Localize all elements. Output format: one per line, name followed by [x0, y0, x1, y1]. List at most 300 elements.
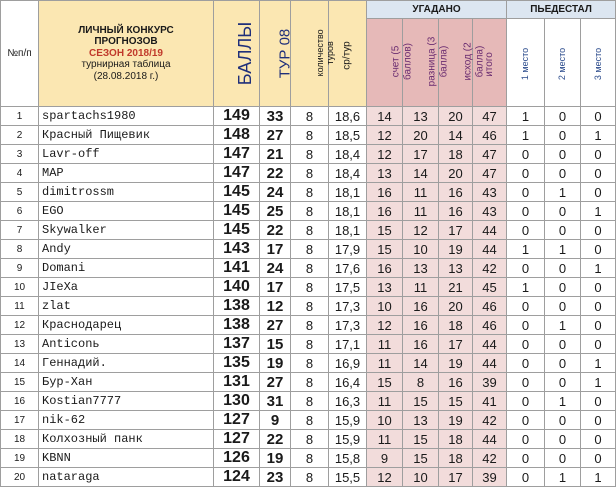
points-value: 145 [214, 202, 260, 221]
outcome-value: 20 [439, 297, 473, 316]
player-name: Краснодарец [39, 316, 214, 335]
place2-value: 0 [545, 164, 581, 183]
total-guessed-value: 39 [473, 373, 507, 392]
place1-value: 0 [507, 430, 545, 449]
points-value: 135 [214, 354, 260, 373]
exact-score-value: 12 [367, 316, 403, 335]
place3-value: 0 [581, 335, 616, 354]
total-guessed-value: 44 [473, 354, 507, 373]
outcome-value: 18 [439, 449, 473, 468]
table-row [1, 183, 616, 202]
place3-value: 1 [581, 259, 616, 278]
table-row [1, 373, 616, 392]
goal-diff-value: 14 [403, 354, 439, 373]
table-row [1, 430, 616, 449]
place1-value: 0 [507, 335, 545, 354]
goal-diff-value: 10 [403, 240, 439, 259]
place3-value: 1 [581, 354, 616, 373]
total-guessed-value: 44 [473, 335, 507, 354]
player-name: dimitrossm [39, 183, 214, 202]
player-name: Kostian7777 [39, 392, 214, 411]
place3-value: 0 [581, 107, 616, 126]
total-guessed-value: 46 [473, 126, 507, 145]
table-row [1, 335, 616, 354]
place2-value: 0 [545, 221, 581, 240]
total-guessed-value: 41 [473, 392, 507, 411]
exact-score-value: 13 [367, 278, 403, 297]
avg-value: 17,3 [329, 316, 367, 335]
points-value: 149 [214, 107, 260, 126]
place1-value: 0 [507, 183, 545, 202]
tours-count-value: 8 [291, 297, 329, 316]
row-number: 8 [1, 240, 39, 259]
player-name: Геннадий. [39, 354, 214, 373]
table-row [1, 354, 616, 373]
place3-value: 0 [581, 278, 616, 297]
goal-diff-value: 15 [403, 449, 439, 468]
tour-points-value: 22 [260, 164, 291, 183]
place2-value: 0 [545, 145, 581, 164]
points-value: 127 [214, 430, 260, 449]
tour-points-value: 17 [260, 278, 291, 297]
place1-value: 0 [507, 297, 545, 316]
goal-diff-value: 12 [403, 221, 439, 240]
tours-count-value: 8 [291, 278, 329, 297]
place3-value: 0 [581, 221, 616, 240]
place3-value: 1 [581, 126, 616, 145]
outcome-value: 14 [439, 126, 473, 145]
goal-diff-value: 14 [403, 164, 439, 183]
tours-count-header: количество туров [291, 1, 329, 107]
title-line1: ЛИЧНЫЙ КОНКУРС [78, 24, 174, 36]
avg-value: 16,9 [329, 354, 367, 373]
place1-value: 1 [507, 240, 545, 259]
place2-value: 0 [545, 126, 581, 145]
exact-score-value: 11 [367, 392, 403, 411]
exact-score-value: 11 [367, 354, 403, 373]
points-value: 126 [214, 449, 260, 468]
points-value: 148 [214, 126, 260, 145]
table-row [1, 145, 616, 164]
diff-col-header: разница (3 балла) [403, 19, 439, 107]
avg-value: 16,4 [329, 373, 367, 392]
points-value: 145 [214, 221, 260, 240]
place1-value: 0 [507, 221, 545, 240]
avg-value: 18,6 [329, 107, 367, 126]
row-number: 13 [1, 335, 39, 354]
place3-value: 0 [581, 430, 616, 449]
points-value: 137 [214, 335, 260, 354]
outcome-value: 19 [439, 240, 473, 259]
tour-points-value: 19 [260, 449, 291, 468]
tour-points-value: 27 [260, 373, 291, 392]
row-number: 16 [1, 392, 39, 411]
total-guessed-value: 47 [473, 107, 507, 126]
place1-value: 1 [507, 278, 545, 297]
points-value: 138 [214, 297, 260, 316]
place3-value: 0 [581, 392, 616, 411]
table-row [1, 202, 616, 221]
goal-diff-value: 10 [403, 468, 439, 487]
tours-count-value: 8 [291, 373, 329, 392]
place1-value: 0 [507, 145, 545, 164]
avg-value: 18,1 [329, 183, 367, 202]
tours-count-value: 8 [291, 240, 329, 259]
avg-value: 17,9 [329, 240, 367, 259]
avg-value: 17,5 [329, 278, 367, 297]
row-number: 2 [1, 126, 39, 145]
avg-value: 18,1 [329, 202, 367, 221]
outcome-value: 19 [439, 411, 473, 430]
outcome-value: 20 [439, 164, 473, 183]
goal-diff-value: 11 [403, 183, 439, 202]
place1-value: 0 [507, 411, 545, 430]
points-value: 143 [214, 240, 260, 259]
place2-value: 0 [545, 449, 581, 468]
title-line2: ПРОГНОЗОВ [94, 36, 158, 48]
place2-value: 1 [545, 240, 581, 259]
exact-score-value: 12 [367, 145, 403, 164]
table-row [1, 107, 616, 126]
player-name: JIeXa [39, 278, 214, 297]
place2-value: 0 [545, 373, 581, 392]
place1-header: 1 место [507, 19, 545, 107]
outcome-value: 17 [439, 468, 473, 487]
row-number: 12 [1, 316, 39, 335]
goal-diff-value: 8 [403, 373, 439, 392]
points-value: 138 [214, 316, 260, 335]
place3-value: 0 [581, 240, 616, 259]
exact-score-value: 13 [367, 164, 403, 183]
exact-score-value: 15 [367, 221, 403, 240]
place3-value: 0 [581, 316, 616, 335]
outcome-value: 17 [439, 335, 473, 354]
tours-count-value: 8 [291, 259, 329, 278]
goal-diff-value: 11 [403, 278, 439, 297]
avg-value: 18,4 [329, 164, 367, 183]
total-guessed-value: 46 [473, 297, 507, 316]
avg-value: 17,3 [329, 297, 367, 316]
row-number: 9 [1, 259, 39, 278]
place1-value: 0 [507, 316, 545, 335]
exact-score-value: 10 [367, 297, 403, 316]
table-row [1, 126, 616, 145]
place3-value: 0 [581, 183, 616, 202]
title-cell [39, 1, 214, 107]
row-number: 5 [1, 183, 39, 202]
tours-count-value: 8 [291, 126, 329, 145]
place2-value: 1 [545, 183, 581, 202]
date-label: (28.08.2018 г.) [93, 70, 159, 82]
exact-score-value: 16 [367, 259, 403, 278]
total-guessed-value: 42 [473, 449, 507, 468]
outcome-value: 18 [439, 430, 473, 449]
player-name: Красный Пищевик [39, 126, 214, 145]
row-number: 20 [1, 468, 39, 487]
tour-points-value: 25 [260, 202, 291, 221]
goal-diff-value: 17 [403, 145, 439, 164]
place2-value: 1 [545, 468, 581, 487]
place3-value: 0 [581, 297, 616, 316]
goal-diff-value: 16 [403, 297, 439, 316]
total-guessed-value: 44 [473, 430, 507, 449]
points-value: 145 [214, 183, 260, 202]
place2-value: 0 [545, 297, 581, 316]
goal-diff-value: 16 [403, 335, 439, 354]
table-row [1, 449, 616, 468]
place3-value: 1 [581, 468, 616, 487]
exact-score-value: 12 [367, 126, 403, 145]
player-name: Domani [39, 259, 214, 278]
outcome-value: 17 [439, 221, 473, 240]
place3-header: 3 место [581, 19, 616, 107]
place2-value: 0 [545, 278, 581, 297]
exact-score-value: 10 [367, 411, 403, 430]
row-number: 7 [1, 221, 39, 240]
total-guessed-value: 45 [473, 278, 507, 297]
subtitle-label: турнирная таблица [81, 59, 171, 71]
total-guessed-value: 44 [473, 240, 507, 259]
place2-header: 2 место [545, 19, 581, 107]
table-row [1, 392, 616, 411]
tour-points-value: 15 [260, 335, 291, 354]
goal-diff-value: 20 [403, 126, 439, 145]
place3-value: 0 [581, 145, 616, 164]
place3-value: 0 [581, 164, 616, 183]
goal-diff-value: 11 [403, 202, 439, 221]
place1-value: 1 [507, 107, 545, 126]
outcome-value: 16 [439, 202, 473, 221]
avg-value: 15,9 [329, 411, 367, 430]
player-name: Andy [39, 240, 214, 259]
row-number: 3 [1, 145, 39, 164]
exact-score-value: 15 [367, 373, 403, 392]
avg-value: 18,4 [329, 145, 367, 164]
avg-value: 17,6 [329, 259, 367, 278]
place1-value: 0 [507, 202, 545, 221]
tour-header: ТУР 08 [260, 1, 291, 107]
place2-value: 0 [545, 335, 581, 354]
total-col-header: итого [473, 19, 507, 107]
player-name: MAP [39, 164, 214, 183]
table-row [1, 278, 616, 297]
table-row [1, 221, 616, 240]
outcome-value: 18 [439, 145, 473, 164]
tour-points-value: 22 [260, 221, 291, 240]
player-name: nik-62 [39, 411, 214, 430]
row-number: 18 [1, 430, 39, 449]
table-row [1, 297, 616, 316]
player-name: Anticonь [39, 335, 214, 354]
tour-points-value: 9 [260, 411, 291, 430]
player-name: EGO [39, 202, 214, 221]
row-number: 17 [1, 411, 39, 430]
place1-value: 0 [507, 449, 545, 468]
place1-value: 0 [507, 354, 545, 373]
table-row [1, 240, 616, 259]
tour-points-value: 12 [260, 297, 291, 316]
tour-points-value: 27 [260, 316, 291, 335]
table-body [1, 107, 616, 487]
goal-diff-value: 13 [403, 411, 439, 430]
player-name: Колхозный панк [39, 430, 214, 449]
outcome-value: 19 [439, 354, 473, 373]
tour-points-value: 31 [260, 392, 291, 411]
avg-value: 15,9 [329, 430, 367, 449]
table-row [1, 164, 616, 183]
outcome-value: 18 [439, 316, 473, 335]
tours-count-value: 8 [291, 183, 329, 202]
place3-value: 0 [581, 411, 616, 430]
table-row [1, 316, 616, 335]
tours-count-value: 8 [291, 316, 329, 335]
outcome-value: 16 [439, 183, 473, 202]
outcome-value: 16 [439, 373, 473, 392]
tours-count-value: 8 [291, 335, 329, 354]
row-number: 4 [1, 164, 39, 183]
points-value: 131 [214, 373, 260, 392]
tour-points-value: 24 [260, 259, 291, 278]
season-label: СЕЗОН 2018/19 [89, 47, 163, 59]
tours-count-value: 8 [291, 430, 329, 449]
avg-value: 18,5 [329, 126, 367, 145]
points-value: 124 [214, 468, 260, 487]
place1-value: 0 [507, 164, 545, 183]
place3-value: 1 [581, 373, 616, 392]
tours-count-value: 8 [291, 449, 329, 468]
exact-score-value: 16 [367, 183, 403, 202]
goal-diff-value: 13 [403, 107, 439, 126]
outcome-col-header: исход (2 балла) [439, 19, 473, 107]
total-guessed-value: 44 [473, 221, 507, 240]
goal-diff-value: 13 [403, 259, 439, 278]
place2-value: 0 [545, 259, 581, 278]
player-name: nataraga [39, 468, 214, 487]
table-row [1, 259, 616, 278]
points-value: 127 [214, 411, 260, 430]
tour-points-value: 24 [260, 183, 291, 202]
exact-score-value: 14 [367, 107, 403, 126]
tour-points-value: 19 [260, 354, 291, 373]
total-guessed-value: 39 [473, 468, 507, 487]
row-number: 6 [1, 202, 39, 221]
exact-score-value: 9 [367, 449, 403, 468]
tours-count-value: 8 [291, 202, 329, 221]
tour-points-value: 21 [260, 145, 291, 164]
table-row [1, 468, 616, 487]
tour-points-value: 33 [260, 107, 291, 126]
total-guessed-value: 46 [473, 316, 507, 335]
goal-diff-value: 15 [403, 430, 439, 449]
total-guessed-value: 43 [473, 202, 507, 221]
row-number: 10 [1, 278, 39, 297]
outcome-value: 21 [439, 278, 473, 297]
place2-value: 0 [545, 202, 581, 221]
goal-diff-value: 15 [403, 392, 439, 411]
total-guessed-value: 47 [473, 164, 507, 183]
table-row [1, 411, 616, 430]
row-number: 19 [1, 449, 39, 468]
avg-value: 16,3 [329, 392, 367, 411]
tour-points-value: 23 [260, 468, 291, 487]
row-number: 15 [1, 373, 39, 392]
place2-value: 0 [545, 107, 581, 126]
exact-score-value: 11 [367, 430, 403, 449]
avg-value: 15,8 [329, 449, 367, 468]
place3-value: 1 [581, 202, 616, 221]
tours-count-value: 8 [291, 392, 329, 411]
outcome-value: 20 [439, 107, 473, 126]
points-value: 140 [214, 278, 260, 297]
guessed-group-header: УГАДАНО [367, 1, 507, 19]
exact-score-value: 16 [367, 202, 403, 221]
place1-value: 1 [507, 126, 545, 145]
points-value: 130 [214, 392, 260, 411]
place2-value: 1 [545, 316, 581, 335]
score-col-header: счет (5 баллов) [367, 19, 403, 107]
avg-value: 18,1 [329, 221, 367, 240]
outcome-value: 15 [439, 392, 473, 411]
total-guessed-value: 42 [473, 259, 507, 278]
tours-count-value: 8 [291, 468, 329, 487]
player-name: spartachs1980 [39, 107, 214, 126]
place2-value: 0 [545, 430, 581, 449]
avg-header: ср/тур [329, 1, 367, 107]
player-name: Skywalker [39, 221, 214, 240]
row-number: 11 [1, 297, 39, 316]
place1-value: 0 [507, 373, 545, 392]
tours-count-value: 8 [291, 164, 329, 183]
exact-score-value: 15 [367, 240, 403, 259]
place1-value: 0 [507, 468, 545, 487]
tour-points-value: 27 [260, 126, 291, 145]
place3-value: 0 [581, 449, 616, 468]
place2-value: 1 [545, 392, 581, 411]
tours-count-value: 8 [291, 354, 329, 373]
player-name: Lavr-off [39, 145, 214, 164]
player-name: Бур-Хан [39, 373, 214, 392]
points-value: 147 [214, 145, 260, 164]
points-value: 147 [214, 164, 260, 183]
place2-value: 0 [545, 411, 581, 430]
total-guessed-value: 43 [473, 183, 507, 202]
points-value: 141 [214, 259, 260, 278]
row-number: 1 [1, 107, 39, 126]
place1-value: 0 [507, 259, 545, 278]
points-header: БАЛЛЫ [214, 1, 260, 107]
avg-value: 17,1 [329, 335, 367, 354]
total-guessed-value: 42 [473, 411, 507, 430]
tour-points-value: 22 [260, 430, 291, 449]
place2-value: 0 [545, 354, 581, 373]
tours-count-value: 8 [291, 411, 329, 430]
player-name: KBNN [39, 449, 214, 468]
tour-points-value: 17 [260, 240, 291, 259]
tours-count-value: 8 [291, 221, 329, 240]
place1-value: 0 [507, 392, 545, 411]
total-guessed-value: 47 [473, 145, 507, 164]
avg-value: 15,5 [329, 468, 367, 487]
exact-score-value: 11 [367, 335, 403, 354]
outcome-value: 13 [439, 259, 473, 278]
row-number: 14 [1, 354, 39, 373]
exact-score-value: 12 [367, 468, 403, 487]
player-name: zlat [39, 297, 214, 316]
podium-group-header: ПЬЕДЕСТАЛ [507, 1, 616, 19]
num-header: №п/п [1, 1, 39, 107]
tours-count-value: 8 [291, 107, 329, 126]
tours-count-value: 8 [291, 145, 329, 164]
